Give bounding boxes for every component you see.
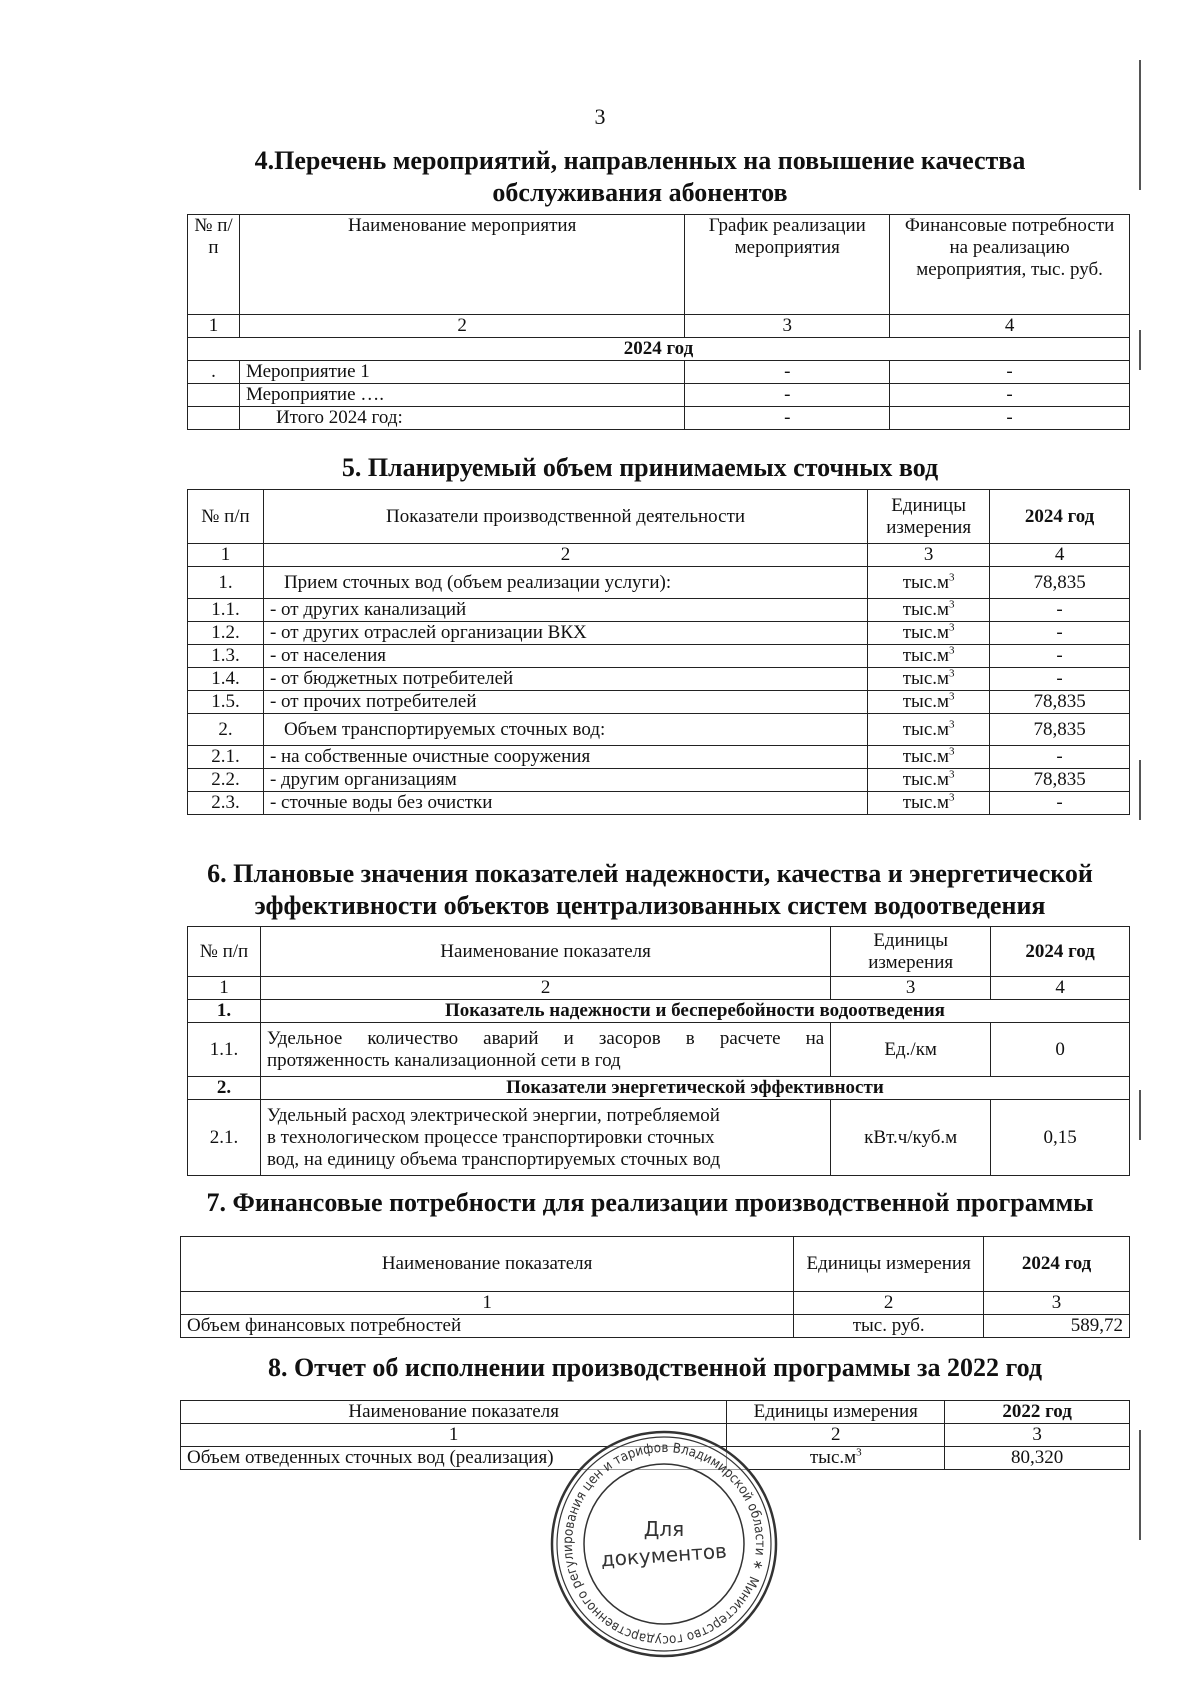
row-unit <box>868 645 990 668</box>
row-value: - <box>990 645 1130 668</box>
col-number: 1 <box>181 1424 727 1447</box>
row-name: Мероприятие 1 <box>239 361 684 384</box>
row-number: 1.1. <box>188 599 264 622</box>
row-schedule: - <box>685 384 890 407</box>
section-5-title: 5. Планируемый объем принимаемых сточных вод <box>341 453 939 482</box>
table-row <box>188 714 1130 746</box>
group-number: 1. <box>188 1000 261 1023</box>
row-name: Объем отведенных сточных вод (реализация) <box>181 1447 727 1470</box>
row-value: 78,835 <box>990 714 1130 746</box>
table-row <box>188 1023 1130 1077</box>
col-number: 2 <box>794 1292 984 1315</box>
column-number-row <box>181 1292 1130 1315</box>
col-number: 4 <box>990 544 1130 567</box>
col-number: 2 <box>260 977 830 1000</box>
header-cell: Единицы измерения <box>831 927 991 977</box>
row-number: 2.1. <box>188 1100 261 1176</box>
table-row <box>188 691 1130 714</box>
section-4-title <box>190 145 1090 209</box>
section-4-title-line2: обслуживания абонентов <box>492 178 788 207</box>
unit-superscript: 3 <box>949 571 955 584</box>
row-finance: - <box>890 384 1130 407</box>
header-cell: № п/п <box>188 490 264 544</box>
col-number: 2 <box>263 544 867 567</box>
row-name: Объем транспортируемых сточных вод: <box>263 714 867 746</box>
row-unit <box>868 567 990 599</box>
section-6-table <box>187 926 1130 1176</box>
unit-base: тыс.м <box>902 645 950 666</box>
row-value: 80,320 <box>945 1447 1130 1470</box>
row-name: - на собственные очистные сооружения <box>263 746 867 769</box>
unit-superscript: 3 <box>949 621 955 634</box>
row-unit: тыс. руб. <box>794 1315 984 1338</box>
row-name: Объем финансовых потребностей <box>181 1315 794 1338</box>
row-value: 0,15 <box>991 1100 1130 1176</box>
unit-superscript: 3 <box>856 1446 862 1459</box>
row-name: Прием сточных вод (объем реализации услуги): <box>263 567 867 599</box>
header-cell: Наименование мероприятия <box>239 215 684 315</box>
header-cell: 2022 год <box>945 1401 1130 1424</box>
col-number: 1 <box>188 977 261 1000</box>
table-header-row <box>188 927 1130 977</box>
stamp-center-line2: документов <box>600 1538 728 1572</box>
section-7-table <box>180 1236 1130 1338</box>
col-number: 3 <box>984 1292 1130 1315</box>
table-row <box>188 567 1130 599</box>
col-number: 3 <box>831 977 991 1000</box>
unit-superscript: 3 <box>949 718 955 731</box>
row-number: 1.3. <box>188 645 264 668</box>
row-name-line: Удельное количество аварий и засоров в расчете на <box>266 1027 825 1049</box>
unit-base: тыс.м <box>902 792 950 813</box>
row-unit <box>868 746 990 769</box>
table-row <box>188 769 1130 792</box>
header-cell: Показатели производственной деятельности <box>263 490 867 544</box>
row-value: 589,72 <box>984 1315 1130 1338</box>
group-number: 2. <box>188 1077 261 1100</box>
row-number <box>188 407 240 430</box>
unit-base: тыс.м <box>902 691 950 712</box>
col-number: 4 <box>991 977 1130 1000</box>
header-cell: График реализации мероприятия <box>685 215 890 315</box>
row-number: 1. <box>188 567 264 599</box>
row-name: - другим организациям <box>263 769 867 792</box>
row-value: - <box>990 668 1130 691</box>
unit-base: тыс.м <box>902 746 950 767</box>
column-number-row <box>188 315 1130 338</box>
scan-edge-line <box>1139 60 1141 1620</box>
row-number: 1.4. <box>188 668 264 691</box>
header-cell: № п/п <box>188 215 240 315</box>
header-cell: 2024 год <box>991 927 1130 977</box>
col-number: 1 <box>188 315 240 338</box>
row-number: . <box>188 361 240 384</box>
row-schedule: - <box>685 407 890 430</box>
group-title: Показатели энергетической эффективности <box>260 1077 1129 1100</box>
table-header-row <box>188 490 1130 544</box>
table-header-row <box>188 215 1130 315</box>
row-number: 1.2. <box>188 622 264 645</box>
row-unit <box>868 769 990 792</box>
section-4-title-line1: 4.Перечень мероприятий, направленных на повышение качества <box>254 146 1026 175</box>
stamp-center-line1: Для <box>643 1517 685 1541</box>
row-number: 2. <box>188 714 264 746</box>
col-number: 1 <box>188 544 264 567</box>
row-finance: - <box>890 361 1130 384</box>
row-unit: Ед./км <box>831 1023 991 1077</box>
row-unit <box>868 599 990 622</box>
row-name: Итого 2024 год: <box>239 407 684 430</box>
page-number: 3 <box>594 104 606 129</box>
header-cell: Единицы измерения <box>868 490 990 544</box>
table-row <box>188 361 1130 384</box>
table-row <box>181 1315 1130 1338</box>
row-number: 1.1. <box>188 1023 261 1077</box>
row-unit <box>868 622 990 645</box>
header-cell: Наименование показателя <box>181 1401 727 1424</box>
section-8-title: 8. Отчет об исполнении производственной программы за 2022 год <box>267 1353 1043 1382</box>
row-name: - от других канализаций <box>263 599 867 622</box>
col-number: 3 <box>945 1424 1130 1447</box>
column-number-row <box>188 977 1130 1000</box>
table-row <box>188 746 1130 769</box>
row-value: - <box>990 622 1130 645</box>
row-name: - от других отраслей организации ВКХ <box>263 622 867 645</box>
header-cell: № п/п <box>188 927 261 977</box>
header-cell: Наименование показателя <box>181 1237 794 1292</box>
header-cell: Единицы измерения <box>727 1401 945 1424</box>
section-6-title <box>170 858 1130 922</box>
unit-superscript: 3 <box>949 791 955 804</box>
table-header-row <box>181 1237 1130 1292</box>
row-name <box>260 1023 830 1077</box>
unit-superscript: 3 <box>949 768 955 781</box>
col-number: 1 <box>181 1292 794 1315</box>
section-5-table <box>187 489 1130 815</box>
row-name: - от прочих потребителей <box>263 691 867 714</box>
row-unit <box>868 668 990 691</box>
col-number: 3 <box>685 315 890 338</box>
header-cell: Единицы измерения <box>794 1237 984 1292</box>
year-cell: 2024 год <box>188 338 1130 361</box>
header-cell: Финансовые потребности на реализацию мероприятия, тыс. руб. <box>890 215 1130 315</box>
row-name-line: вод, на единицу объема транспортируемых сточных вод <box>266 1148 721 1170</box>
unit-base: тыс.м <box>809 1447 857 1468</box>
unit-superscript: 3 <box>949 667 955 680</box>
row-value: - <box>990 746 1130 769</box>
group-row <box>188 1000 1130 1023</box>
row-schedule: - <box>685 361 890 384</box>
row-number: 2.3. <box>188 792 264 815</box>
header-cell: Наименование показателя <box>260 927 830 977</box>
row-unit <box>868 691 990 714</box>
row-number <box>188 384 240 407</box>
row-value: - <box>990 792 1130 815</box>
table-row <box>188 1100 1130 1176</box>
official-stamp <box>548 1428 780 1660</box>
row-unit: кВт.ч/куб.м <box>831 1100 991 1176</box>
stamp-ring-text-path: Министерство государственного регулирования цен и тарифов Владимирской области ∗ <box>559 1439 769 1649</box>
row-name <box>260 1100 830 1176</box>
col-number: 2 <box>239 315 684 338</box>
header-cell: 2024 год <box>984 1237 1130 1292</box>
row-unit <box>868 714 990 746</box>
section-6-title-line2: эффективности объектов централизованных систем водоотведения <box>254 891 1046 920</box>
row-number: 2.1. <box>188 746 264 769</box>
row-value: 0 <box>991 1023 1130 1077</box>
col-number: 4 <box>890 315 1130 338</box>
row-name-line: протяженность канализационной сети в год <box>266 1049 621 1071</box>
table-row <box>188 599 1130 622</box>
row-number: 2.2. <box>188 769 264 792</box>
row-value: 78,835 <box>990 691 1130 714</box>
table-header-row <box>181 1401 1130 1424</box>
section-6-title-line1: 6. Плановые значения показателей надежности, качества и энергетической <box>207 859 1093 888</box>
table-row <box>188 645 1130 668</box>
unit-base: тыс.м <box>902 571 950 593</box>
table-row <box>188 384 1130 407</box>
row-name: - от населения <box>263 645 867 668</box>
section-7-title: 7. Финансовые потребности для реализации производственной программы <box>206 1188 1094 1217</box>
unit-superscript: 3 <box>949 745 955 758</box>
unit-superscript: 3 <box>949 690 955 703</box>
table-row <box>188 622 1130 645</box>
row-finance: - <box>890 407 1130 430</box>
header-cell: 2024 год <box>990 490 1130 544</box>
row-name-line: в технологическом процессе транспортировки сточных <box>266 1126 715 1148</box>
unit-base: тыс.м <box>902 718 950 740</box>
row-name-line: Удельный расход электрической энергии, потребляемой <box>266 1104 720 1126</box>
col-number: 3 <box>868 544 990 567</box>
group-row <box>188 1077 1130 1100</box>
unit-base: тыс.м <box>902 769 950 790</box>
table-row <box>188 792 1130 815</box>
unit-base: тыс.м <box>902 599 950 620</box>
row-name: Мероприятие …. <box>239 384 684 407</box>
row-unit <box>868 792 990 815</box>
year-row <box>188 338 1130 361</box>
row-value: 78,835 <box>990 567 1130 599</box>
row-value: - <box>990 599 1130 622</box>
unit-base: тыс.м <box>902 668 950 689</box>
row-name: - сточные воды без очистки <box>263 792 867 815</box>
row-value: 78,835 <box>990 769 1130 792</box>
row-name: - от бюджетных потребителей <box>263 668 867 691</box>
total-row <box>188 407 1130 430</box>
col-number: 2 <box>727 1424 945 1447</box>
unit-superscript: 3 <box>949 644 955 657</box>
table-row <box>188 668 1130 691</box>
row-number: 1.5. <box>188 691 264 714</box>
unit-superscript: 3 <box>949 598 955 611</box>
column-number-row <box>188 544 1130 567</box>
group-title: Показатель надежности и бесперебойности водоотведения <box>260 1000 1129 1023</box>
section-4-table <box>187 214 1130 430</box>
unit-base: тыс.м <box>902 622 950 643</box>
